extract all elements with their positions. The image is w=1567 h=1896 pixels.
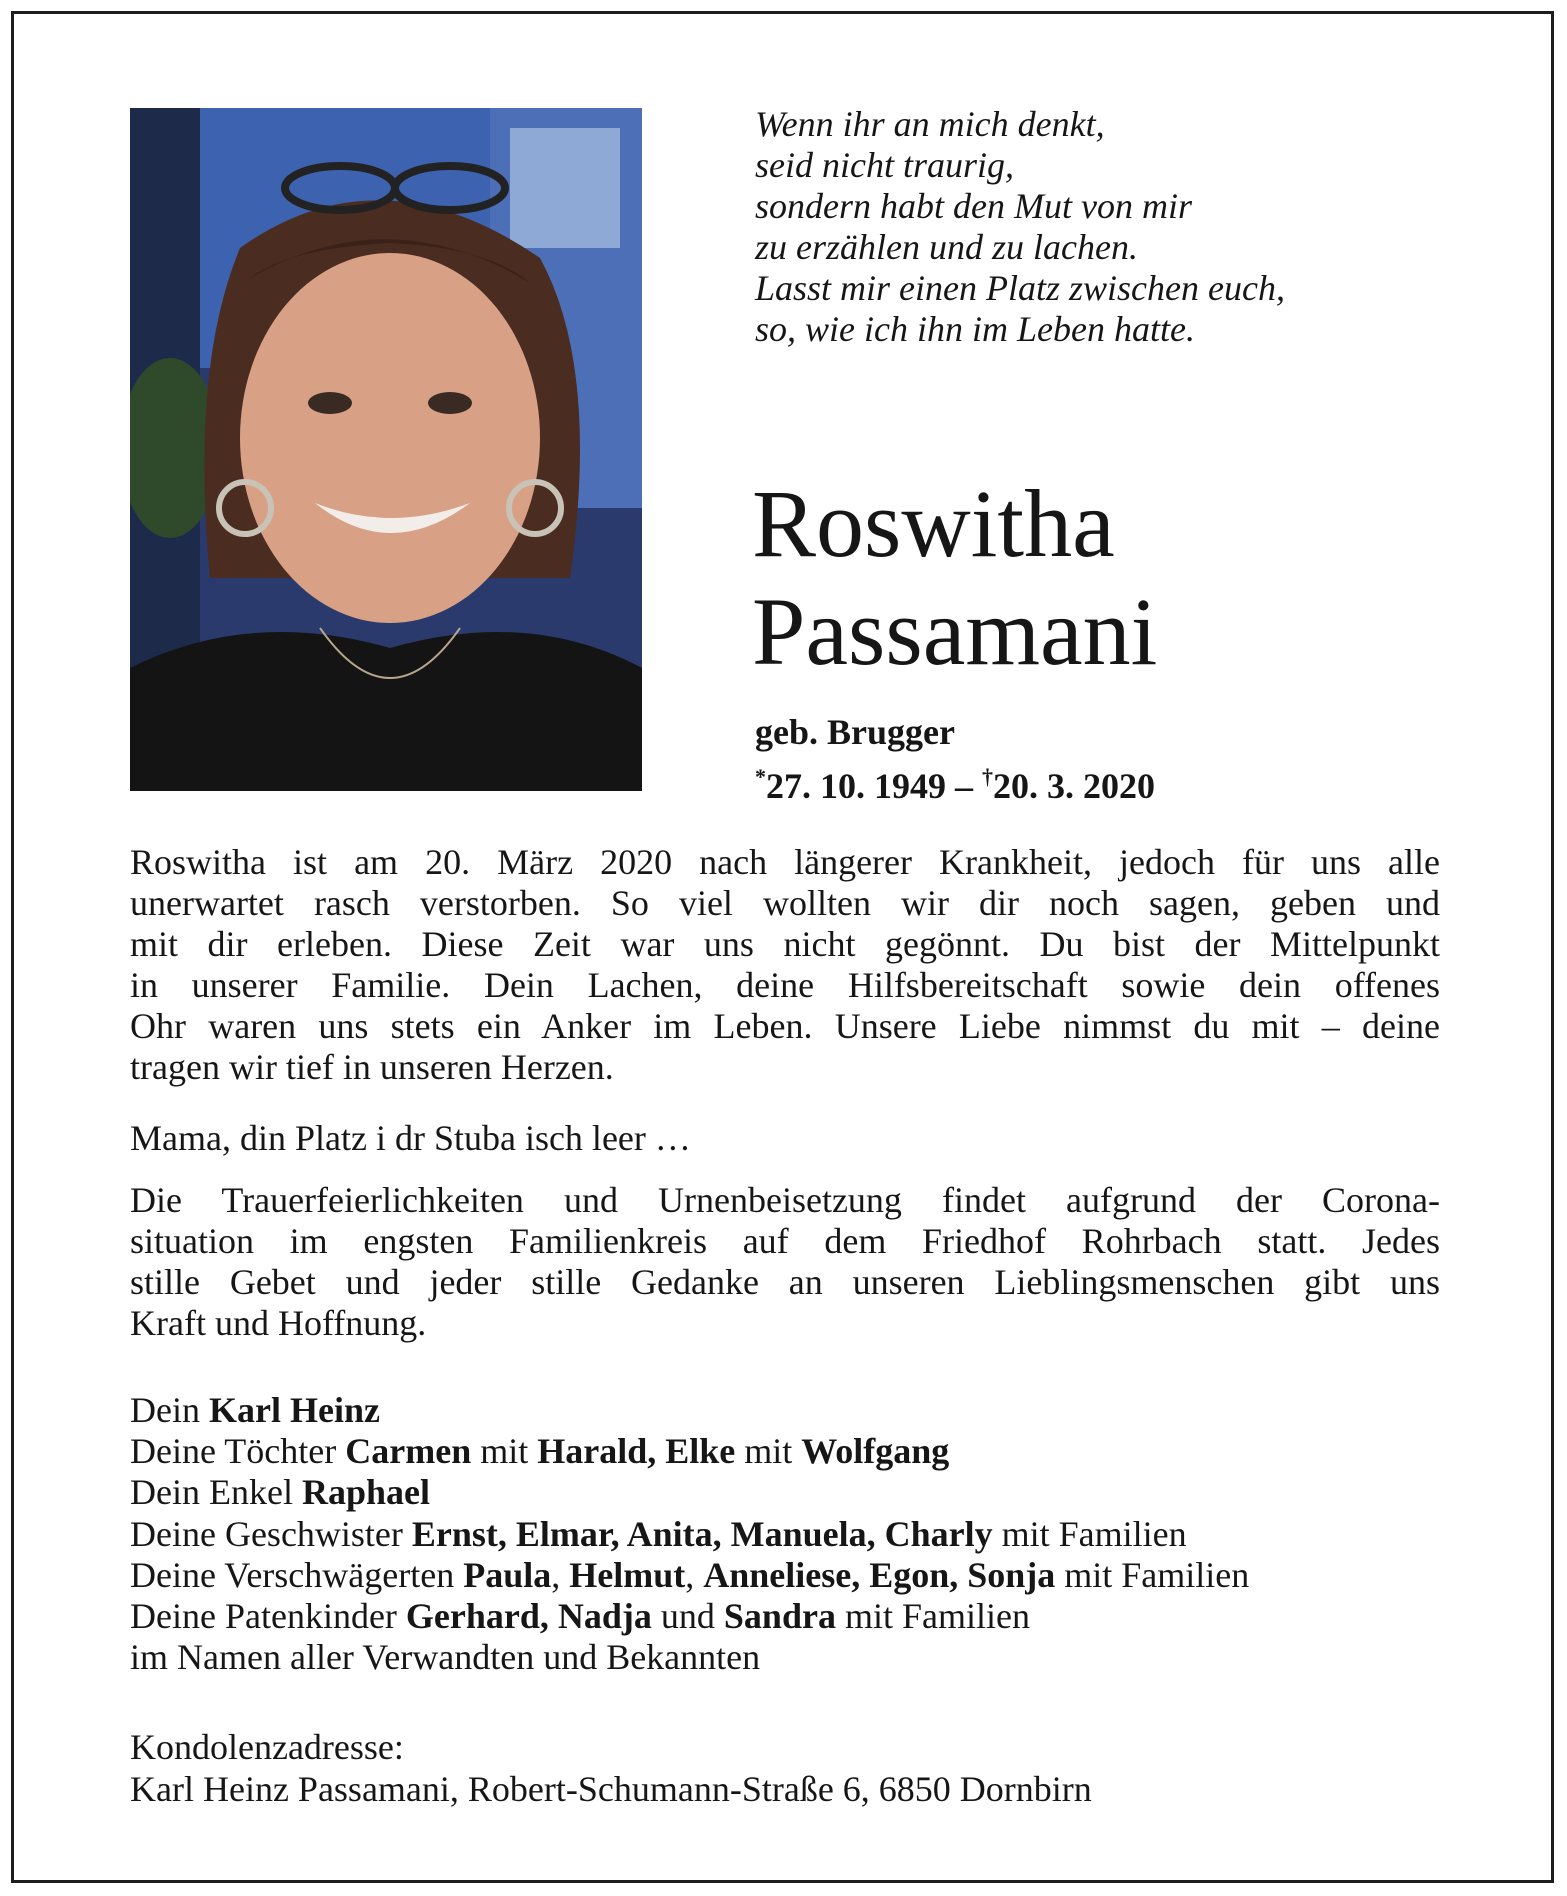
family-text: mit Familien — [1055, 1554, 1250, 1595]
family-text: Deine Töchter — [130, 1431, 346, 1472]
death-date: 20. 3. 2020 — [993, 766, 1155, 806]
text-line: mit dir erleben. Diese Zeit war uns nicht gegönnt. Du bist der Mittelpunkt — [130, 924, 1440, 964]
date-separator: – — [946, 766, 982, 806]
family-text: im Namen aller Verwandten und Bekannten — [130, 1637, 761, 1678]
poem-line: so, wie ich ihn im Leben hatte. — [755, 309, 1195, 349]
family-text: mit Familien — [835, 1596, 1030, 1637]
text-line: stille Gebet und jeder stille Gedanke an unseren Lieblingsmenschen gibt uns — [130, 1262, 1440, 1302]
maiden-name: geb. Brugger — [755, 712, 955, 752]
family-line — [130, 1555, 1249, 1596]
poem-line: sondern habt den Mut von mir — [755, 186, 1192, 226]
family-line — [130, 1596, 1249, 1637]
family-line — [130, 1472, 1249, 1513]
family-name: Helmut — [569, 1554, 686, 1595]
family-name: Wolfgang — [801, 1431, 950, 1472]
text-line: Kraft und Hoffnung. — [130, 1303, 427, 1343]
family-line — [130, 1637, 1249, 1678]
family-name: Anneliese, Egon, Sonja — [703, 1554, 1056, 1595]
text-line: tragen wir tief in unseren Herzen. — [130, 1047, 614, 1087]
condolence-address — [130, 1726, 1092, 1810]
text-line: Mama, din Platz i dr Stuba isch leer … — [130, 1118, 691, 1158]
family-text: , — [685, 1554, 704, 1595]
death-symbol: † — [982, 764, 993, 789]
family-text: mit — [735, 1431, 802, 1472]
family-name: Karl Heinz — [208, 1390, 380, 1430]
poem-line: zu erzählen und zu lachen. — [755, 227, 1138, 267]
family-name: Harald, Elke — [537, 1431, 736, 1472]
life-dates — [755, 756, 1155, 807]
family-name: Raphael — [301, 1472, 430, 1513]
memorial-poem — [755, 104, 1515, 350]
family-name: Carmen — [345, 1431, 472, 1472]
family-name: Paula — [463, 1554, 552, 1595]
portrait-photo — [130, 108, 642, 791]
portrait-illustration — [130, 108, 642, 791]
poem-line: seid nicht traurig, — [755, 145, 1014, 185]
first-name: Roswitha — [752, 470, 1115, 577]
family-text: Deine Verschwägerten — [130, 1554, 464, 1595]
family-text: Deine Patenkinder — [130, 1596, 406, 1637]
family-text: mit — [471, 1431, 538, 1472]
birth-symbol: * — [755, 764, 766, 789]
family-text: Deine Geschwister — [130, 1513, 412, 1554]
family-list — [130, 1390, 1249, 1678]
condolence-address-line: Karl Heinz Passamani, Robert-Schumann-Straße 6, 6850 Dornbirn — [130, 1769, 1092, 1809]
deceased-name — [752, 470, 1157, 686]
text-line: unerwartet rasch verstorben. So viel wollten wir dir noch sagen, geben und — [130, 883, 1440, 923]
family-text: Dein — [130, 1390, 209, 1430]
family-text: Dein Enkel — [130, 1472, 302, 1513]
obituary-paragraph-2 — [130, 1118, 1440, 1159]
family-name: Sandra — [723, 1596, 836, 1637]
text-line: Ohr waren uns stets ein Anker im Leben. Unsere Liebe nimmst du mit – deine — [130, 1006, 1440, 1046]
family-line — [130, 1514, 1249, 1555]
family-text: , — [551, 1554, 570, 1595]
obituary-paragraph-1 — [130, 842, 1440, 1088]
condolence-label: Kondolenzadresse: — [130, 1727, 404, 1767]
family-line — [130, 1390, 1249, 1431]
obituary-paragraph-3 — [130, 1180, 1440, 1344]
text-line: Roswitha ist am 20. März 2020 nach längerer Krankheit, jedoch für uns alle — [130, 842, 1440, 882]
family-name: Gerhard, Nadja — [405, 1596, 652, 1637]
birth-date: 27. 10. 1949 — [766, 766, 946, 806]
family-line — [130, 1431, 1249, 1472]
family-name: Ernst, Elmar, Anita, Manuela, Charly — [411, 1513, 993, 1554]
family-text: mit Familien — [992, 1513, 1187, 1554]
poem-line: Wenn ihr an mich denkt, — [755, 104, 1105, 144]
family-text: und — [651, 1596, 724, 1637]
last-name: Passamani — [752, 578, 1158, 685]
text-line: in unserer Familie. Dein Lachen, deine Hilfsbereitschaft sowie dein offenes — [130, 965, 1440, 1005]
text-line: Die Trauerfeierlichkeiten und Urnenbeisetzung findet aufgrund der Corona- — [130, 1180, 1440, 1220]
text-line: situation im engsten Familienkreis auf dem Friedhof Rohrbach statt. Jedes — [130, 1221, 1440, 1261]
poem-line: Lasst mir einen Platz zwischen euch, — [755, 268, 1285, 308]
